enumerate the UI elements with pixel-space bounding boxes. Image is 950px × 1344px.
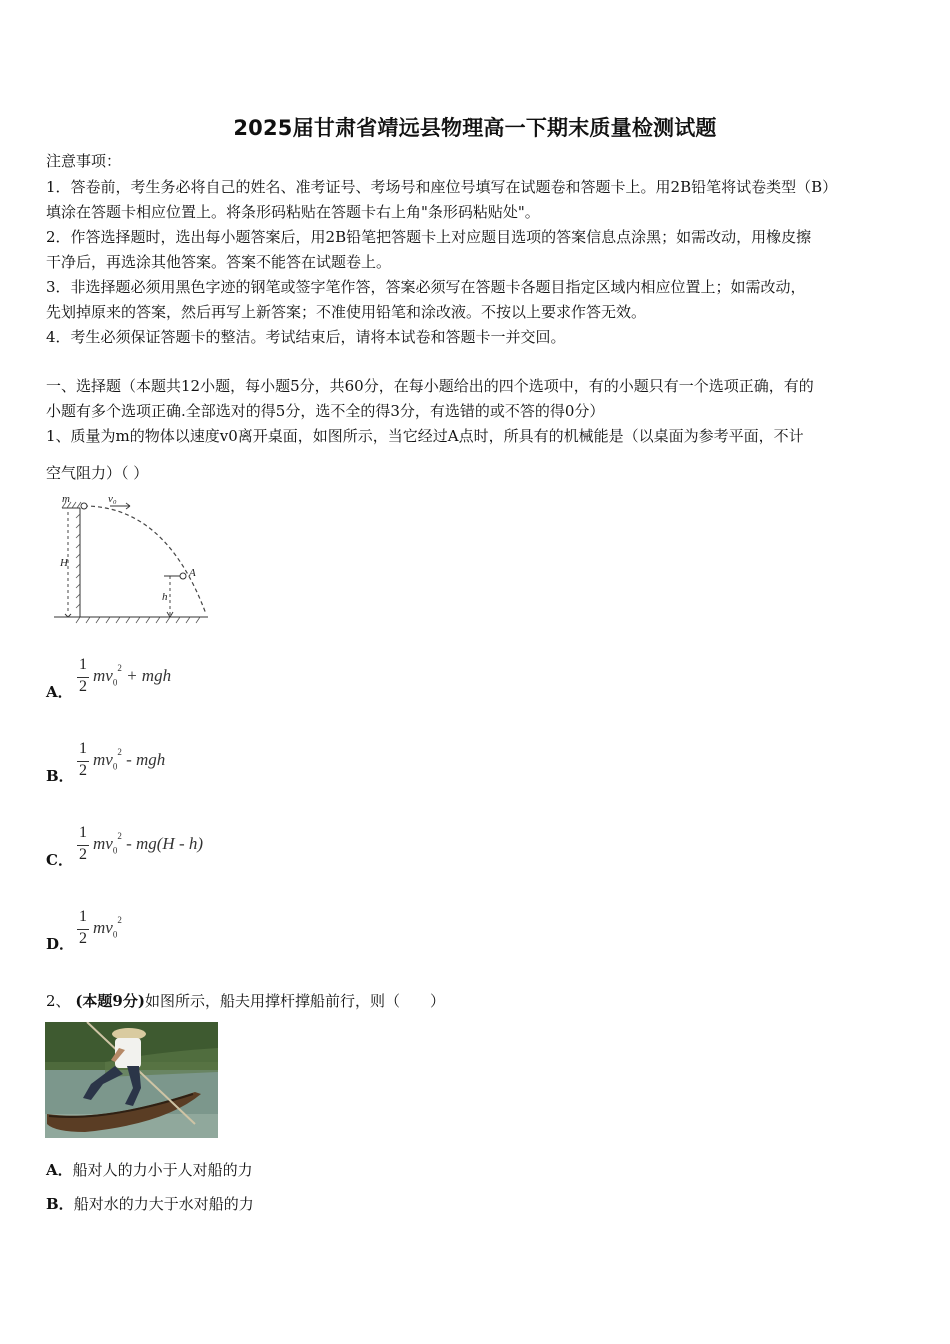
page-title: 2025届甘肃省靖远县物理高一下期末质量检测试题 <box>233 116 717 140</box>
projectile-figure <box>46 492 212 626</box>
label-v0: v₀ <box>108 493 117 505</box>
boatman-photo <box>45 1022 218 1138</box>
notice-line: 干净后，再选涂其他答案。答案不能答在试题卷上。 <box>46 253 392 271</box>
option-a-label[interactable]: A． <box>46 683 73 701</box>
q2-option-a[interactable]: A．船对人的力小于人对船的力 <box>46 1161 253 1179</box>
label-m: m <box>62 493 70 505</box>
notice-line: 1．答卷前，考生务必将自己的姓名、准考证号、考场号和座位号填写在试题卷和答题卡上。用2B铅笔将试卷类型（B） <box>46 178 838 196</box>
label-A: A <box>189 567 196 579</box>
q2-stem: 2、 (本题9分)如图所示，船夫用撑杆撑船前行，则（ ） <box>46 992 445 1010</box>
section-heading-cont: 小题有多个选项正确.全部选对的得5分，选不全的得3分，有选错的或不答的得0分） <box>46 402 605 420</box>
notice-line: 2．作答选择题时，选出每小题答案后，用2B铅笔把答题卡上对应题目选项的答案信息点涂黑；如需改动，用橡皮擦 <box>46 228 812 246</box>
q2-option-b[interactable]: B．船对水的力大于水对船的力 <box>46 1195 254 1213</box>
notice-line: 3．非选择题必须用黑色字迹的钢笔或签字笔作答，答案必须写在答题卡各题目指定区域内相应位置上；如需改动， <box>46 278 806 296</box>
notice-heading: 注意事项： <box>46 152 122 170</box>
notice-line: 填涂在答题卡相应位置上。将条形码粘贴在答题卡右上角"条形码粘贴处"。 <box>46 203 540 221</box>
label-h: h <box>162 591 168 603</box>
option-d-label[interactable]: D． <box>46 935 75 953</box>
notice-line: 4．考生必须保证答题卡的整洁。考试结束后，请将本试卷和答题卡一并交回。 <box>46 328 566 346</box>
option-b-label[interactable]: B． <box>46 767 74 785</box>
section-heading: 一、选择题（本题共12小题，每小题5分，共60分，在每小题给出的四个选项中，有的小题只有一个选项正确，有的 <box>46 377 814 395</box>
q1-stem: 1、质量为m的物体以速度v0离开桌面，如图所示，当它经过A点时，所具有的机械能是（以桌面为参考平面，不计 <box>46 427 804 445</box>
q1-stem-cont: 空气阻力）（ ） <box>46 464 149 482</box>
notice-line: 先划掉原来的答案，然后再写上新答案；不准使用铅笔和涂改液。不按以上要求作答无效。 <box>46 303 647 321</box>
exam-page: 2025届甘肃省靖远县物理高一下期末质量检测试题 注意事项： 1．答卷前，考生务必将自己的姓名、准考证号、考场号和座位号填写在试题卷和答题卡上。用2B铅笔将试卷类型（B） 填涂在答题卡相应位置上。将条形码粘贴在答题卡右上角"条形码粘贴处"。 2．作答选择题时，选出每小题答案后，用2B铅笔把答题卡上对应题目选项的答案信息点涂黑；如需改动，用橡皮擦 干净后，再选涂其他答案。答案不能答在试题卷上。 3．非选择题必须用黑色字迹的钢笔或签字笔作答，答案必须写在答题卡各题目指定区域内相应位置上；如需改动， 先划掉原来的答案，然后再写上新答案；不准使用铅笔和涂改液。不按以上要求作答无效。 4．考生必须保证答题卡的整洁。考试结束后，请将本试卷和答题卡一并交回。 一、选择题（本题共12小题，每小题5分，共60分，在每小题给出的四个选项中，有的小题只有一个选项正确，有的 小题有多个选项正确.全部选对的得5分，选不全的得3分，有选错的或不答的得0分） 1、质量为m的物体以速度v0离开桌面，如图所示，当它经过A点时，所具有的机械能是（以桌面为参考平面，不计 空气阻力）（ ） m v₀ H h A A． 1 2 $mv_0^2$ + mgh B． 1 2 $mv_0^2$ - mgh C． 1 2 $mv_0^2 - mg(H - h)$ D． 1 2 $mv_0^2$ 2、 (本题9分)如图所示，船夫用撑杆撑船前行，则（ ） A．船对人的力小于人对船的力 B．船对水的力大于水对船的力 <box>0 0 950 1344</box>
label-H: H <box>60 557 68 569</box>
option-c-label[interactable]: C． <box>46 851 73 869</box>
